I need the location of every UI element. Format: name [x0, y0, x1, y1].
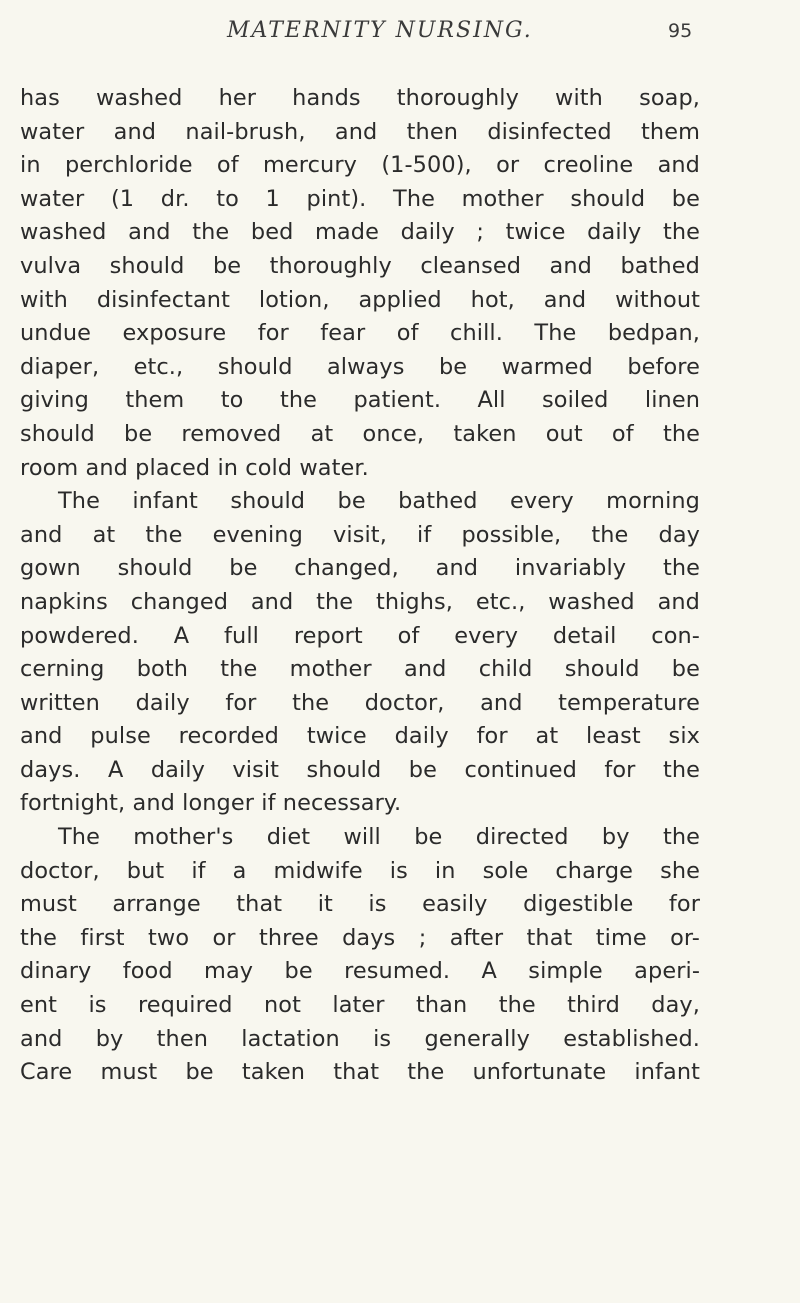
text-line: cerning both the mother and child should be [20, 656, 700, 683]
text-line: written daily for the doctor, and temperature [20, 689, 700, 716]
text-line: powdered. A full report of every detail con- [20, 622, 700, 649]
text-line: Care must be taken that the unfortunate infant [20, 1059, 700, 1086]
text-line: ent is required not later than the third day, [20, 992, 700, 1019]
text-line: water (1 dr. to 1 pint). The mother should be [20, 185, 700, 212]
text-line: should be removed at once, taken out of the [20, 420, 700, 447]
text-line: The infant should be bathed every morning [58, 488, 700, 515]
text-line: giving them to the patient. All soiled linen [20, 387, 700, 414]
text-line: dinary food may be resumed. A simple aperi- [20, 958, 700, 985]
text-line: days. A daily visit should be continued for the [20, 756, 700, 783]
text-line: gown should be changed, and invariably the [20, 555, 700, 582]
text-line: and at the evening visit, if possible, the day [20, 521, 700, 548]
text-line: doctor, but if a midwife is in sole charge she [20, 857, 700, 884]
text-line: undue exposure for fear of chill. The bedpan, [20, 320, 700, 347]
text-line: diaper, etc., should always be warmed before [20, 353, 700, 380]
text-line: fortnight, and longer if necessary. [20, 790, 402, 817]
body-text [20, 82, 700, 1090]
text-line: The mother's diet will be directed by the [58, 824, 700, 851]
text-line: has washed her hands thoroughly with soap, [20, 85, 700, 111]
text-line: and by then lactation is generally established. [20, 1025, 700, 1052]
text-line: napkins changed and the thighs, etc., washed and [20, 588, 700, 615]
page-number: 95 [668, 20, 693, 42]
running-title: MATERNITY NURSING. [227, 18, 533, 43]
text-line: with disinfectant lotion, applied hot, and without [20, 286, 700, 313]
text-line: must arrange that it is easily digestible for [20, 891, 700, 918]
text-line: room and placed in cold water. [20, 454, 369, 481]
text-line: the first two or three days ; after that time or- [20, 924, 700, 951]
text-line: in perchloride of mercury (1-500), or creoline and [20, 152, 700, 179]
text-line: and pulse recorded twice daily for at least six [20, 723, 700, 750]
text-line: water and nail-brush, and then disinfected them [20, 118, 700, 145]
text-line: washed and the bed made daily ; twice daily the [20, 219, 700, 246]
text-line: vulva should be thoroughly cleansed and bathed [20, 252, 700, 279]
running-head [0, 18, 800, 48]
